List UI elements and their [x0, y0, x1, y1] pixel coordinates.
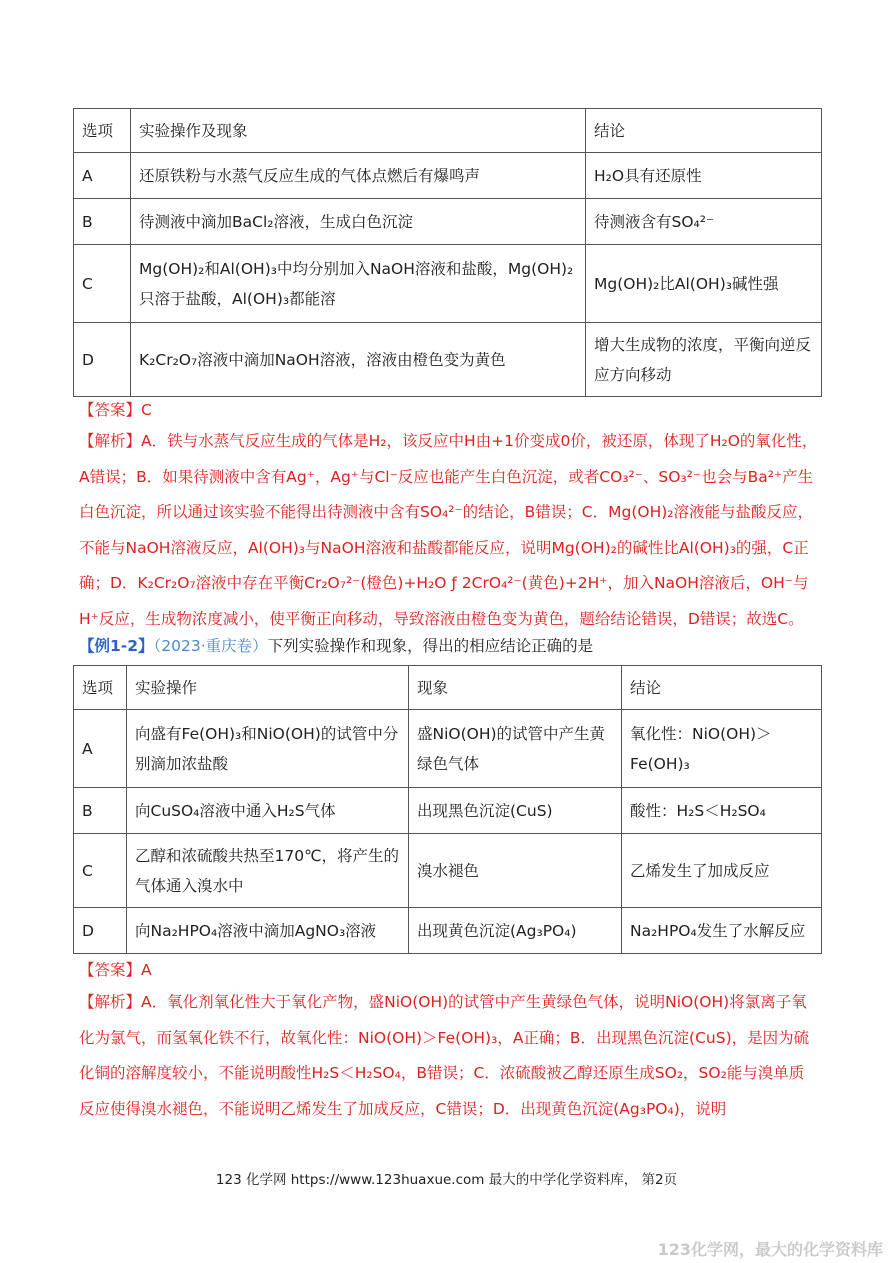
option-cell: D	[74, 323, 131, 397]
conclusion-cell: Mg(OH)₂比Al(OH)₃碱性强	[586, 245, 822, 323]
experiment-table-2	[73, 665, 822, 954]
conclusion-cell: H₂O具有还原性	[586, 153, 822, 199]
table-header-cell: 选项	[74, 109, 131, 153]
table-header-cell: 结论	[586, 109, 822, 153]
example-heading	[79, 634, 593, 656]
table-row	[74, 245, 822, 323]
operation-cell: Mg(OH)₂和Al(OH)₃中均分别加入NaOH溶液和盐酸，Mg(OH)₂只溶于盐酸，Al(OH)₃都能溶	[131, 245, 586, 323]
table-row	[74, 153, 822, 199]
table-row	[74, 199, 822, 245]
operation-cell: K₂Cr₂O₇溶液中滴加NaOH溶液，溶液由橙色变为黄色	[131, 323, 586, 397]
operation-cell: 向盛有Fe(OH)₃和NiO(OH)的试管中分别滴加浓盐酸	[127, 710, 409, 788]
conclusion-cell: 待测液含有SO₄²⁻	[586, 199, 822, 245]
table-header-cell: 实验操作及现象	[131, 109, 586, 153]
operation-cell: 待测液中滴加BaCl₂溶液，生成白色沉淀	[131, 199, 586, 245]
conclusion-cell: 氧化性：NiO(OH)＞Fe(OH)₃	[622, 710, 822, 788]
table-header-cell: 结论	[622, 666, 822, 710]
operation-cell: 乙醇和浓硫酸共热至170℃，将产生的气体通入溴水中	[127, 834, 409, 908]
table-header-row	[74, 666, 822, 710]
table-row	[74, 788, 822, 834]
experiment-table-1	[73, 108, 822, 397]
conclusion-cell: 酸性：H₂S＜H₂SO₄	[622, 788, 822, 834]
analysis-1: 【解析】A．铁与水蒸气反应生成的气体是H₂，该反应中H由+1价变成0价，被还原，体现了H₂O的氧化性，A错误；B．如果待测液中含有Ag⁺，Ag⁺与Cl⁻反应也能产生白色沉淀，或者CO₃²⁻、SO₃²⁻也会与Ba²⁺产生白色沉淀，所以通过该实验不能得出待测液中含有SO₄²⁻的结论，B错误；C．Mg(OH)₂溶液能与盐酸反应，不能与NaOH溶液反应，Al(OH)₃与NaOH溶液和盐酸都能反应，说明Mg(OH)₂的碱性比Al(OH)₃的强，C正确；D．K₂Cr₂O₇溶液中存在平衡Cr₂O₇²⁻(橙色)+H₂O ƒ 2CrO₄²⁻(黄色)+2H⁺，加入NaOH溶液后，OH⁻与H⁺反应，生成物浓度减小，使平衡正向移动，导致溶液由橙色变为黄色，题给结论错误，D错误；故选C。	[79, 432, 818, 628]
phenomenon-cell: 出现黑色沉淀(CuS)	[409, 788, 622, 834]
table-row	[74, 710, 822, 788]
option-cell: A	[74, 153, 131, 199]
phenomenon-cell: 盛NiO(OH)的试管中产生黄绿色气体	[409, 710, 622, 788]
option-cell: C	[74, 245, 131, 323]
table-header-cell: 实验操作	[127, 666, 409, 710]
conclusion-cell: 增大生成物的浓度，平衡向逆反应方向移动	[586, 323, 822, 397]
option-cell: B	[74, 199, 131, 245]
table-row	[74, 908, 822, 954]
phenomenon-cell: 出现黄色沉淀(Ag₃PO₄)	[409, 908, 622, 954]
operation-cell: 向CuSO₄溶液中通入H₂S气体	[127, 788, 409, 834]
table-header-cell: 现象	[409, 666, 622, 710]
answer-1: 【答案】C	[79, 401, 152, 419]
answer-2: 【答案】A	[79, 961, 152, 979]
option-cell: B	[74, 788, 127, 834]
operation-cell: 还原铁粉与水蒸气反应生成的气体点燃后有爆鸣声	[131, 153, 586, 199]
phenomenon-cell: 溴水褪色	[409, 834, 622, 908]
option-cell: A	[74, 710, 127, 788]
option-cell: C	[74, 834, 127, 908]
conclusion-cell: Na₂HPO₄发生了水解反应	[622, 908, 822, 954]
analysis-2: 【解析】A．氧化剂氧化性大于氧化产物，盛NiO(OH)的试管中产生黄绿色气体，说明NiO(OH)将氯离子氧化为氯气，而氢氧化铁不行，故氧化性：NiO(OH)＞Fe(OH)₃，A正确；B．出现黑色沉淀(CuS)，是因为硫化铜的溶解度较小，不能说明酸性H₂S＜H₂SO₄，B错误；C．浓硫酸被乙醇还原生成SO₂，SO₂能与溴单质反应使得溴水褪色，不能说明乙烯发生了加成反应，C错误；D．出现黄色沉淀(Ag₃PO₄)，说明	[79, 993, 810, 1118]
example-tag: 【例1-2】	[79, 637, 154, 655]
table-header-cell: 选项	[74, 666, 127, 710]
watermark: 123化学网，最大的化学资料库	[657, 1240, 883, 1259]
page-footer: 123 化学网 https://www.123huaxue.com 最大的中学化学资料库， 第2页	[215, 1172, 678, 1188]
option-cell: D	[74, 908, 127, 954]
conclusion-cell: 乙烯发生了加成反应	[622, 834, 822, 908]
table-header-row	[74, 109, 822, 153]
operation-cell: 向Na₂HPO₄溶液中滴加AgNO₃溶液	[127, 908, 409, 954]
example-source: （2023·重庆卷）	[153, 637, 268, 655]
table-row	[74, 323, 822, 397]
table-row	[74, 834, 822, 908]
example-text: 下列实验操作和现象，得出的相应结论正确的是	[267, 637, 594, 655]
